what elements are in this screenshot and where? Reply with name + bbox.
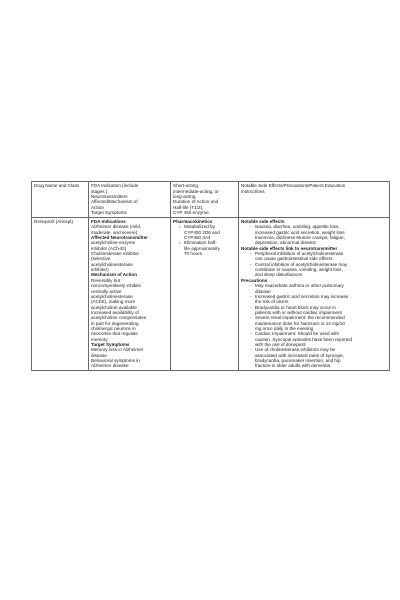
list-item: • Elimination half- life approximately 70 hours: [179, 240, 236, 256]
list-item: - Central inhibition of acetylcholinesterase may contribute to nausea, vomiting, weight loss, and sleep disturbances: [250, 262, 387, 278]
mechanism-heading: Mechanism of Action: [91, 272, 138, 278]
list-item: - Bradycardia or heart block may occur in patients with or without cardiac impairment: [250, 305, 387, 316]
list-item: - Use of cholinesterase inhibitors may be associated with increased rates of syncope, bradycardia, pacemaker insertion, and hip fracture in older adults with dementia.: [250, 347, 387, 368]
list-item: - Nausea, diarrhea, vomiting, appetite loss, increased gastric acid secretion, weight loss Insomnia, dizziness Muscle cramps, fatigue, depression, abnormal dreams: [250, 224, 387, 245]
list-item: - Cardiac Impairment: Should be used with caution. Syncopal episodes have been reported with the use of donepezil: [250, 331, 387, 347]
neurotransmitter-link-heading: Notable side effects link to neurotransmitter: [241, 245, 338, 251]
list-item: - Increased gastric acid secretion may increase the risk of ulcers: [250, 294, 387, 305]
list-item: - Severe renal impairment: the recommended maintenance dose for Namzaric is 14 mg/10 mg once daily in the evening: [250, 315, 387, 331]
drug-table: [31, 181, 390, 371]
header-fda-indication: FDA Indication (include stages ) Neurotransmitters Affected/Mechanism of Action Target Symptoms: [89, 182, 171, 218]
cell-pharmacokinetics: [171, 217, 239, 370]
header-side-effects: Notable Side Effects/Precautions/Patient Education Instructions: [239, 182, 390, 218]
header-row: [32, 182, 390, 218]
list-item: • Metabolized by CYP450 2D6 and CYP450 3A4: [179, 224, 236, 240]
indications-heading: FDA Indications: [91, 219, 126, 225]
side-effects-list: [241, 224, 387, 245]
pharmacokinetics-list: [173, 224, 236, 256]
side-effects-heading: Notable side effects: [241, 219, 285, 225]
precautions-heading: Precautions: [241, 277, 268, 283]
neurotransmitter-heading: Affected Neurotransmitter: [91, 235, 148, 241]
header-drug-name: Drug Name and Class: [32, 182, 89, 218]
neurotransmitter-link-list: [241, 251, 387, 278]
table-row: [32, 217, 390, 370]
header-duration: Short-acting, intermediate-acting, or long-acting Duration of Action and Half-life (T1/2), CYP 450 enzyme: [171, 182, 239, 218]
symptoms-heading: Target Symptoms: [91, 341, 130, 347]
precautions-list: [241, 283, 387, 369]
pharmacokinetics-heading: Pharmacokinetics: [173, 219, 213, 225]
cell-side-effects: [239, 217, 390, 370]
cell-fda-indication: FDA Indications Alzheimer disease (mild, moderate, and severe) Affected Neurotransmitter acetylcholine-enzyme inhibitor (ACh-EI) Cholinesterase inhibitor (selective acetylcholinesterase inhibitor) Mechanism of Action Reversibly but noncompetitively inhibits centrally active acetylcholinesterase (AChE), making more acetylcholine available Increased availability of acetylcholine compensates in part for degenerating cholinergic neurons in neocortex that regulate memory Target Symptoms Memory loss in Alzheimer disease Behavioral symptoms in Alzheimer disease: [89, 217, 171, 370]
list-item: - May exacerbate asthma or other pulmonary disease: [250, 283, 387, 294]
list-item: - Peripheral inhibition of acetylcholinesterase can cause gastrointestinal side effects: [250, 251, 387, 262]
cell-drug-name: Donepezil (Aricept): [32, 217, 89, 370]
